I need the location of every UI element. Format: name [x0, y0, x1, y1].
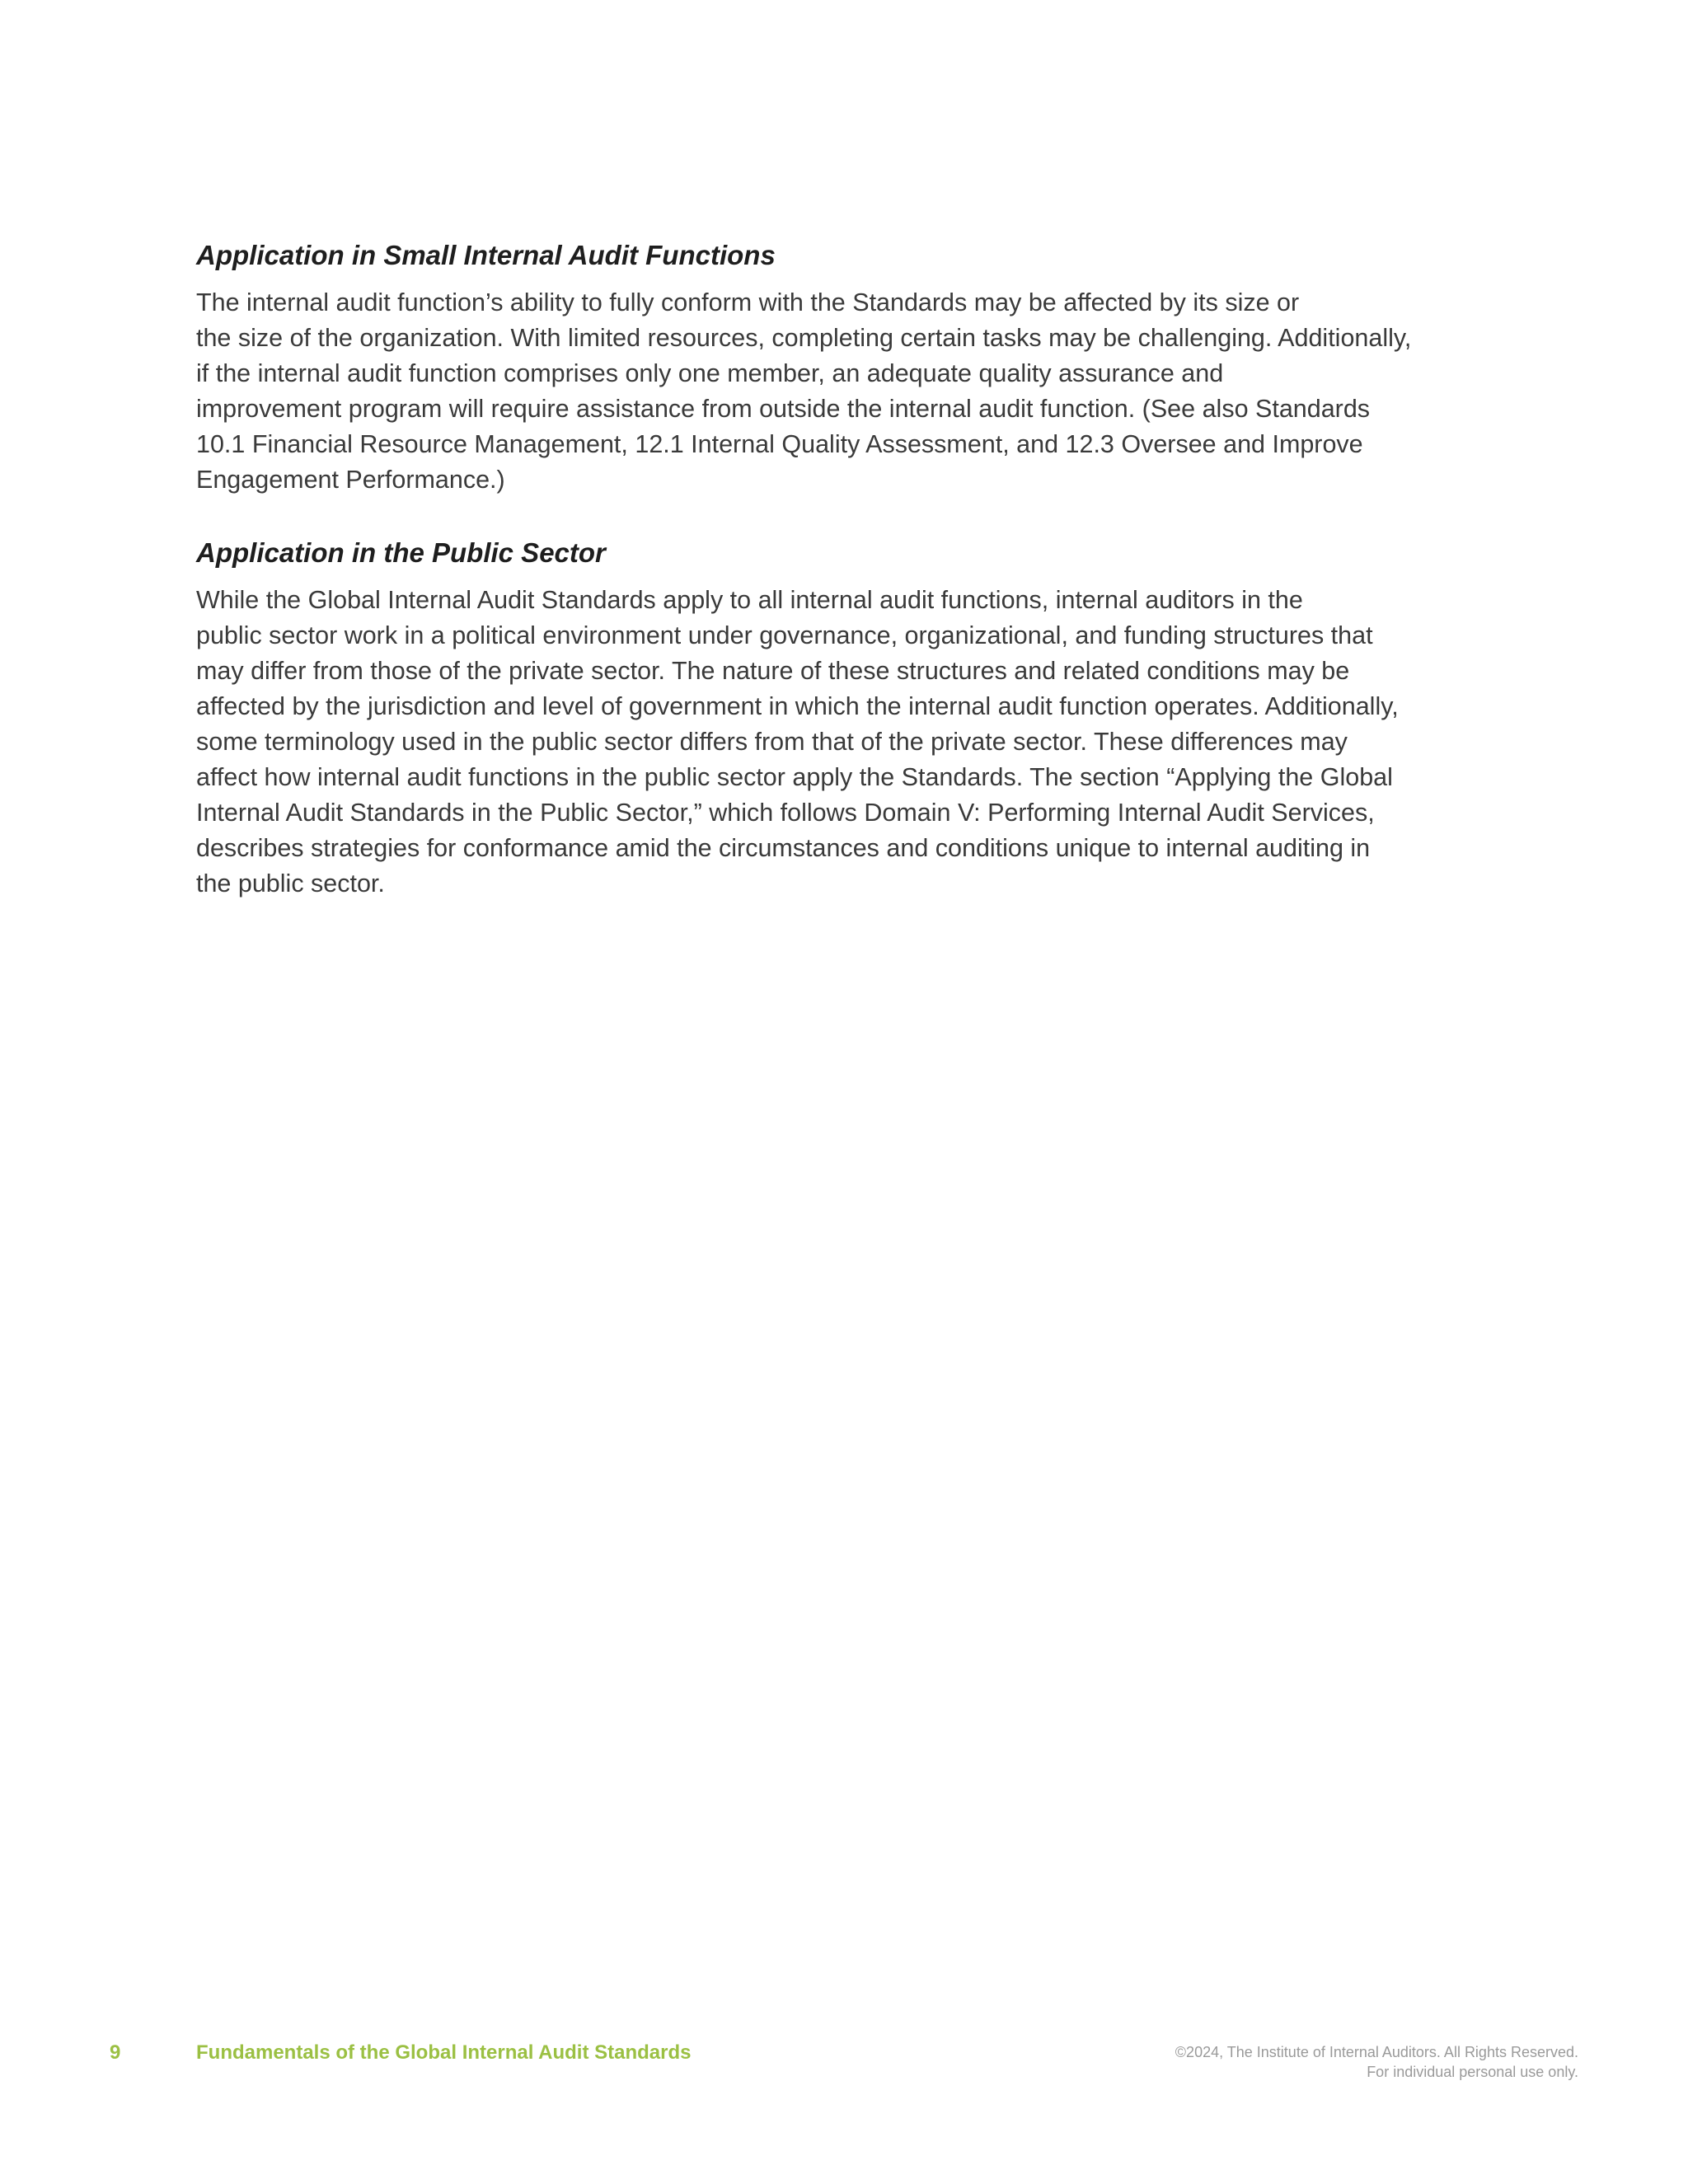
- section-heading: Application in Small Internal Audit Functions: [196, 240, 776, 270]
- copyright-line: ©2024, The Institute of Internal Auditors. All Rights Reserved.: [1175, 2044, 1578, 2060]
- paragraph-line: 10.1 Financial Resource Management, 12.1 Internal Quality Assessment, and 12.3 Oversee and Improve: [196, 430, 1363, 458]
- paragraph-line: if the internal audit function comprises only one member, an adequate quality assurance and: [196, 359, 1224, 387]
- paragraph-line: the size of the organization. With limited resources, completing certain tasks may be challenging. Additionally,: [196, 324, 1412, 352]
- document-body: [196, 237, 1482, 902]
- paragraph-line: some terminology used in the public sector differs from that of the private sector. These differences may: [196, 728, 1348, 756]
- section-heading: Application in the Public Sector: [196, 537, 606, 568]
- paragraph-line: The internal audit function’s ability to fully conform with the Standards may be affected by its size or: [196, 288, 1300, 316]
- paragraph-line: affected by the jurisdiction and level of government in which the internal audit function operates. Additionally,: [196, 692, 1399, 720]
- section-paragraph: [196, 583, 1482, 902]
- paragraph-line: Internal Audit Standards in the Public Sector,” which follows Domain V: Performing Internal Audit Services,: [196, 799, 1375, 827]
- section-public-sector: [196, 535, 1482, 902]
- page-footer: [0, 2041, 1688, 2098]
- paragraph-line: improvement program will require assistance from outside the internal audit function. (See also Standards: [196, 395, 1371, 423]
- usage-line: For individual personal use only.: [1367, 2064, 1578, 2080]
- paragraph-line: describes strategies for conformance amid the circumstances and conditions unique to internal auditing in: [196, 834, 1371, 862]
- document-title: Fundamentals of the Global Internal Audit Standards: [196, 2041, 692, 2064]
- paragraph-line: While the Global Internal Audit Standards apply to all internal audit functions, internal auditors in the: [196, 586, 1303, 614]
- paragraph-line: may differ from those of the private sector. The nature of these structures and related conditions may be: [196, 657, 1350, 685]
- paragraph-line: public sector work in a political environment under governance, organizational, and funding structures that: [196, 621, 1373, 649]
- section-paragraph: [196, 285, 1482, 498]
- copyright-notice: [1175, 2042, 1578, 2082]
- section-small-functions: [196, 237, 1482, 498]
- paragraph-line: the public sector.: [196, 869, 385, 898]
- page-number: 9: [110, 2041, 121, 2064]
- paragraph-line: affect how internal audit functions in the public sector apply the Standards. The section “Applying the Global: [196, 763, 1393, 791]
- paragraph-line: Engagement Performance.): [196, 466, 505, 494]
